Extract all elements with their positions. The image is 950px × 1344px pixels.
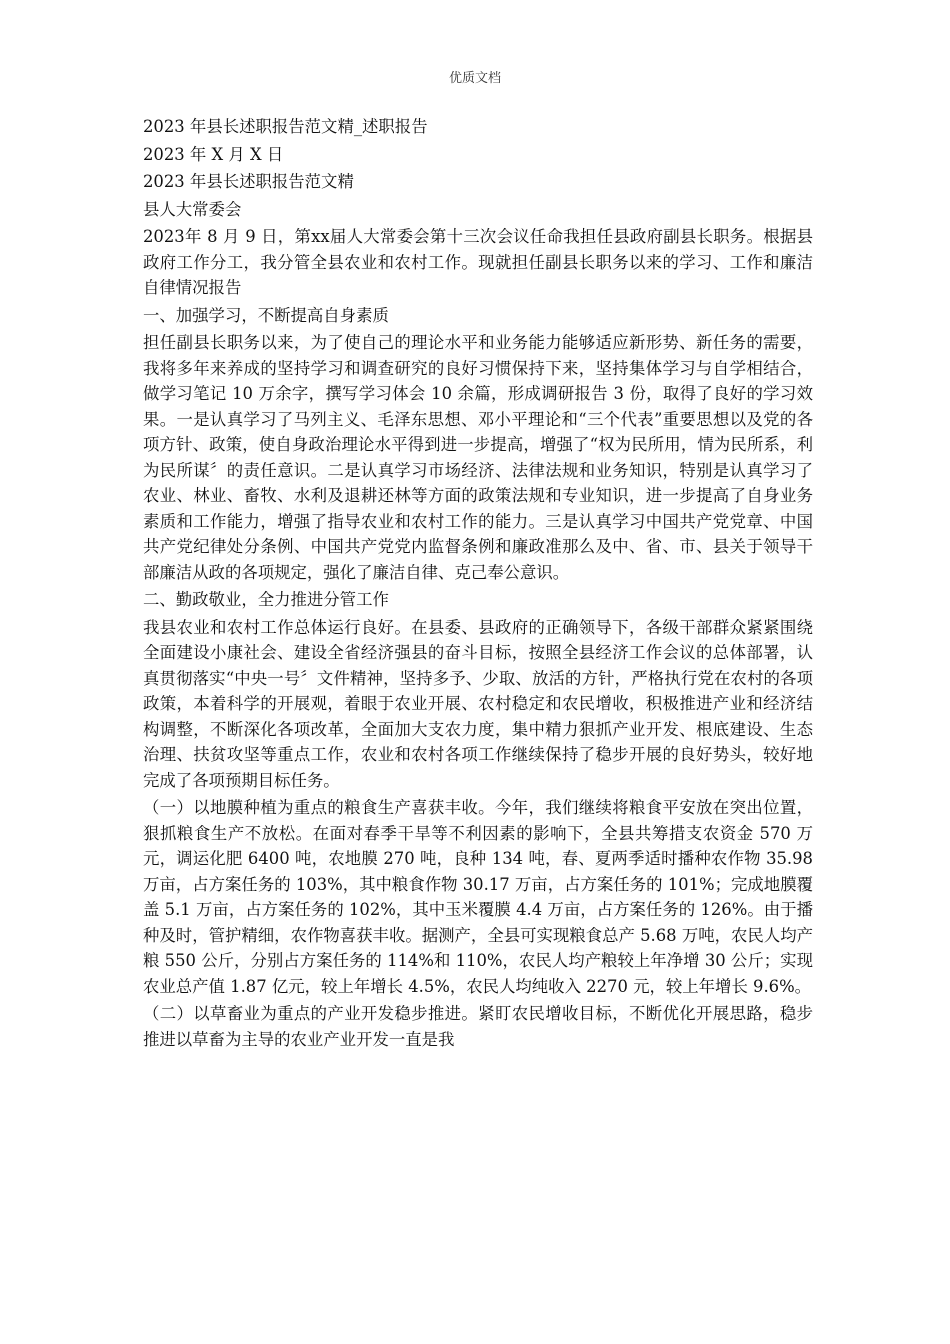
document-addressee: 县人大常委会	[143, 199, 242, 219]
intro-paragraph: 2023年 8 月 9 日，第xx届人大常委会第十三次会议任命我担任县政府副县长职务。根据县政府工作分工，我分管全县农业和农村工作。现就担任副县长职务以来的学习、工作和廉洁自律情况报告	[143, 227, 813, 297]
document-body	[143, 114, 813, 1052]
item-1-paragraph: （一）以地膜种植为重点的粮食生产喜获丰收。今年，我们继续将粮食平安放在突出位置，狠抓粮食生产不放松。在面对春季干旱等不利因素的影响下，全县共筹措支农资金 570 万元，调运化肥 6400 吨，农地膜 270 吨，良种 134 吨，春、夏两季适时播种农作物 35.98 万亩，占方案任务的 103%，其中粮食作物 30.17 万亩，占方案任务的 101%；完成地膜覆盖 5.1 万亩，占方案任务的 102%，其中玉米覆膜 4.4 万亩，占方案任务的 126%。由于播种及时，管护精细，农作物喜获丰收。据测产，全县可实现粮食总产 5.68 万吨，农民人均产粮 550 公斤，分别占方案任务的 114%和 110%，农民人均产粮较上年净增 30 公斤；实现农业总产值 1.87 亿元，较上年增长 4.5%，农民人均纯收入 2270 元，较上年增长 9.6%。	[143, 798, 813, 996]
document-date: 2023 年 X 月 X 日	[143, 144, 284, 164]
section-2-paragraph: 我县农业和农村工作总体运行良好。在县委、县政府的正确领导下，各级干部群众紧紧围绕全面建设小康社会、建设全省经济强县的奋斗目标，按照全县经济工作会议的总体部署，认真贯彻落实“中央一号〞文件精神，坚持多予、少取、放活的方针，严格执行党在农村的各项政策，本着科学的开展观，着眼于农业开展、农村稳定和农民增收，积极推进产业和经济结构调整，不断深化各项改革，全面加大支农力度，集中精力狠抓产业开发、根底建设、生态治理、扶贫攻坚等重点工作，农业和农村各项工作继续保持了稳步开展的良好势头，较好地完成了各项预期目标任务。	[143, 617, 813, 790]
document-header-mark: 优质文档	[448, 71, 501, 86]
section-1-heading: 一、加强学习，不断提高自身素质	[143, 305, 389, 325]
document-title: 2023 年县长述职报告范文精_述职报告	[143, 117, 428, 136]
section-2-heading: 二、勤政敬业，全力推进分管工作	[143, 590, 389, 609]
document-subtitle: 2023 年县长述职报告范文精	[143, 172, 354, 191]
item-2-paragraph: （二）以草畜业为重点的产业开发稳步推进。紧盯农民增收目标，不断优化开展思路，稳步推进以草畜为主导的农业产业开发一直是我	[143, 1004, 813, 1049]
section-1-paragraph: 担任副县长职务以来，为了使自己的理论水平和业务能力能够适应新形势、新任务的需要，我将多年来养成的坚持学习和调查研究的良好习惯保持下来，坚持集体学习与自学相结合，做学习笔记 10 万余字，撰写学习体会 10 余篇，形成调研报告 3 份，取得了良好的学习效果。一是认真学习了马列主义、毛泽东思想、邓小平理论和“三个代表”重要思想以及党的各项方针、政策，使自身政治理论水平得到进一步提高，增强了“权为民所用，情为民所系，利为民所谋〞的责任意识。二是认真学习市场经济、法律法规和业务知识，特别是认真学习了农业、林业、畜牧、水利及退耕还林等方面的政策法规和专业知识，进一步提高了自身业务素质和工作能力，增强了指导农业和农村工作的能力。三是认真学习中国共产党党章、中国共产党纪律处分条例、中国共产党党内监督条例和廉政准那么及中、省、市、县关于领导干部廉洁从政的各项规定，强化了廉洁自律、克己奉公意识。	[143, 333, 813, 582]
